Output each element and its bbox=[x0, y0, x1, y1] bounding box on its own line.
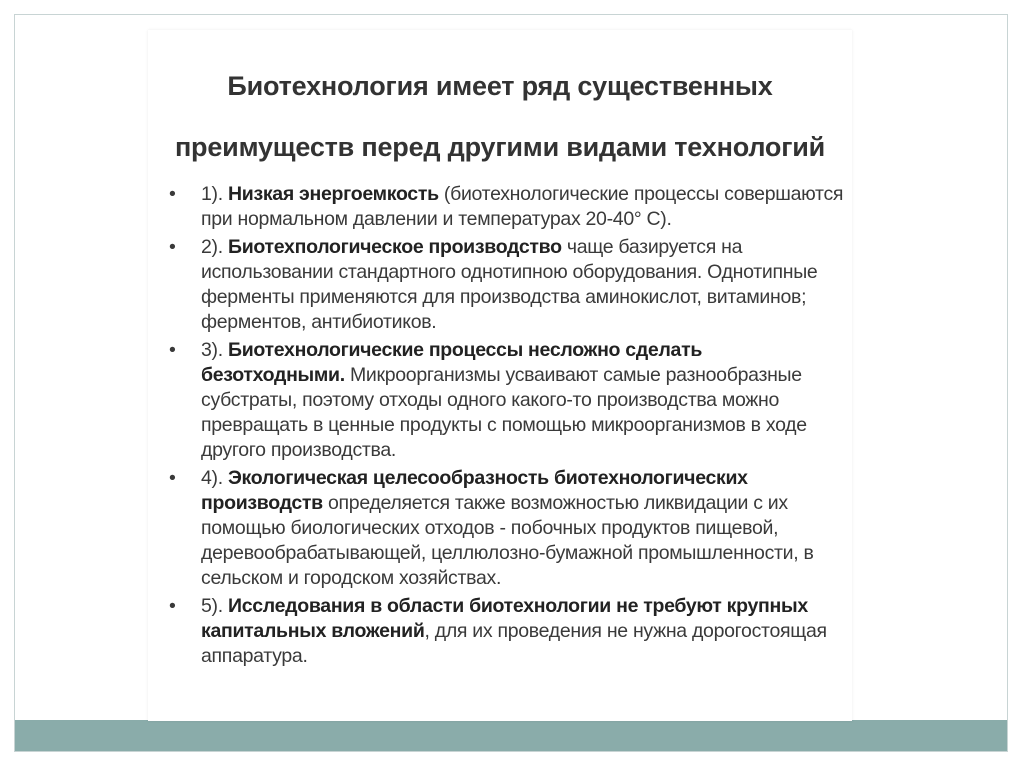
point-number: 3). bbox=[201, 339, 228, 361]
point-heading: Низкая энергоемкость bbox=[227, 183, 439, 205]
point-text: Микроорганизмы усваивают самые разнообразные субстраты, поэтому отходы одного какого-то производства можно превращать в ценные продукты с помощью микроорганизмов в ходе другого производства. bbox=[201, 364, 807, 461]
list-item bbox=[168, 594, 848, 669]
point-heading: Биотехпологическое производство bbox=[227, 236, 562, 258]
advantages-list bbox=[168, 182, 848, 672]
point-text: определяется также возможностью ликвидации с их помощью биологических отходов - побочных продуктов пищевой, деревообрабатывающей, целлюлозно-бумажной промышленности, в сельском и городском хозяйствах. bbox=[201, 492, 814, 589]
point-number: 4). bbox=[201, 467, 228, 489]
point-text: чаще базируется на использовании стандартного однотипною оборудования. Однотипные ферменты применяются для производства аминокислот, витаминов; ферментов, антибиотиков. bbox=[201, 236, 818, 333]
point-text: (биотехнологические процессы совершаются при нормальном давлении и температурах 20-40° С). bbox=[201, 183, 844, 230]
list-item bbox=[168, 182, 848, 232]
bullet-icon bbox=[169, 182, 185, 207]
title-line-2: преимуществ перед другими видами технологий bbox=[174, 132, 826, 162]
bullet-icon bbox=[169, 594, 185, 619]
point-number: 5). bbox=[201, 595, 228, 617]
list-item bbox=[168, 466, 848, 591]
content-card bbox=[148, 30, 852, 721]
slide-title bbox=[148, 56, 852, 178]
point-heading: Биотехнологические процессы несложно сделать безотходными. bbox=[201, 339, 703, 386]
bullet-icon bbox=[169, 235, 185, 260]
title-line-1: Биотехнология имеет ряд существенных bbox=[227, 71, 773, 101]
point-number: 1). bbox=[201, 183, 228, 205]
bullet-icon bbox=[169, 466, 185, 491]
bullet-icon bbox=[169, 338, 185, 363]
point-text: , для их проведения не нужна дорогостоящая аппаратура. bbox=[201, 620, 827, 667]
point-heading: Экологическая целесообразность биотехнологических производств bbox=[201, 467, 748, 514]
point-number: 2). bbox=[201, 236, 228, 258]
bottom-band bbox=[15, 720, 1007, 751]
point-heading: Исследования в области биотехнологии не требуют крупных капитальных вложений bbox=[201, 595, 808, 642]
list-item bbox=[168, 338, 848, 463]
list-item bbox=[168, 235, 848, 335]
